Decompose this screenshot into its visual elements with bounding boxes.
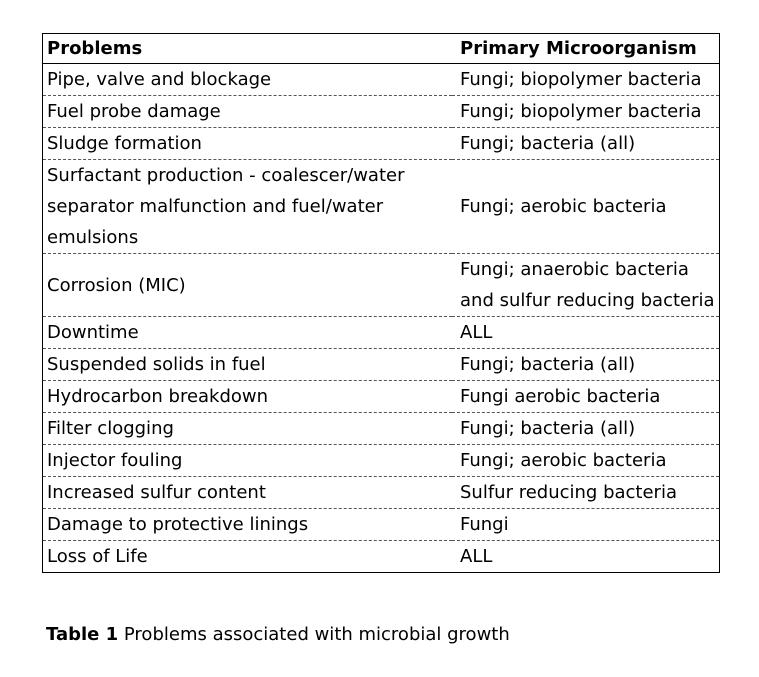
problem-cell: Hydrocarbon breakdown	[43, 381, 452, 413]
table-row	[43, 413, 719, 445]
problem-cell: Damage to protective linings	[43, 509, 452, 541]
microorganism-cell: Fungi aerobic bacteria	[452, 381, 719, 413]
caption-text: Problems associated with microbial growth	[118, 624, 510, 645]
problem-cell: Filter clogging	[43, 413, 452, 445]
table-row	[43, 160, 719, 254]
table-header-row	[43, 34, 719, 64]
table-row	[43, 509, 719, 541]
microorganism-cell: Sulfur reducing bacteria	[452, 477, 719, 509]
microorganism-cell: Fungi; aerobic bacteria	[452, 160, 719, 254]
table-row	[43, 254, 719, 317]
table-row	[43, 128, 719, 160]
problems-table	[43, 34, 719, 572]
microorganism-cell: Fungi; biopolymer bacteria	[452, 96, 719, 128]
problem-cell: Injector fouling	[43, 445, 452, 477]
table-row	[43, 541, 719, 573]
problem-cell: Fuel probe damage	[43, 96, 452, 128]
microorganism-cell: Fungi; biopolymer bacteria	[452, 64, 719, 96]
problems-table-container	[42, 33, 720, 573]
problem-cell: Pipe, valve and blockage	[43, 64, 452, 96]
problem-cell: Downtime	[43, 317, 452, 349]
problem-cell: Suspended solids in fuel	[43, 349, 452, 381]
table-row	[43, 317, 719, 349]
microorganism-cell: Fungi; bacteria (all)	[452, 413, 719, 445]
problem-cell: Surfactant production - coalescer/water separator malfunction and fuel/water emulsions	[43, 160, 452, 254]
header-problems: Problems	[43, 34, 452, 64]
problem-cell: Corrosion (MIC)	[43, 254, 452, 317]
table-row	[43, 349, 719, 381]
caption-label: Table 1	[46, 624, 119, 645]
table-row	[43, 64, 719, 96]
microorganism-cell: Fungi	[452, 509, 719, 541]
header-primary-microorganism: Primary Microorganism	[452, 34, 719, 64]
table-row	[43, 96, 719, 128]
problem-cell: Sludge formation	[43, 128, 452, 160]
microorganism-cell: ALL	[452, 317, 719, 349]
problem-cell: Loss of Life	[47, 546, 148, 567]
table-row	[43, 477, 719, 509]
table-caption	[46, 622, 510, 648]
problem-cell: Increased sulfur content	[43, 477, 452, 509]
microorganism-cell: Fungi; anaerobic bacteria and sulfur reducing bacteria	[452, 254, 719, 317]
table-row	[43, 445, 719, 477]
table-row	[43, 381, 719, 413]
microorganism-cell: ALL	[460, 546, 493, 567]
microorganism-cell: Fungi; bacteria (all)	[452, 128, 719, 160]
microorganism-cell: Fungi; bacteria (all)	[452, 349, 719, 381]
microorganism-cell: Fungi; aerobic bacteria	[452, 445, 719, 477]
